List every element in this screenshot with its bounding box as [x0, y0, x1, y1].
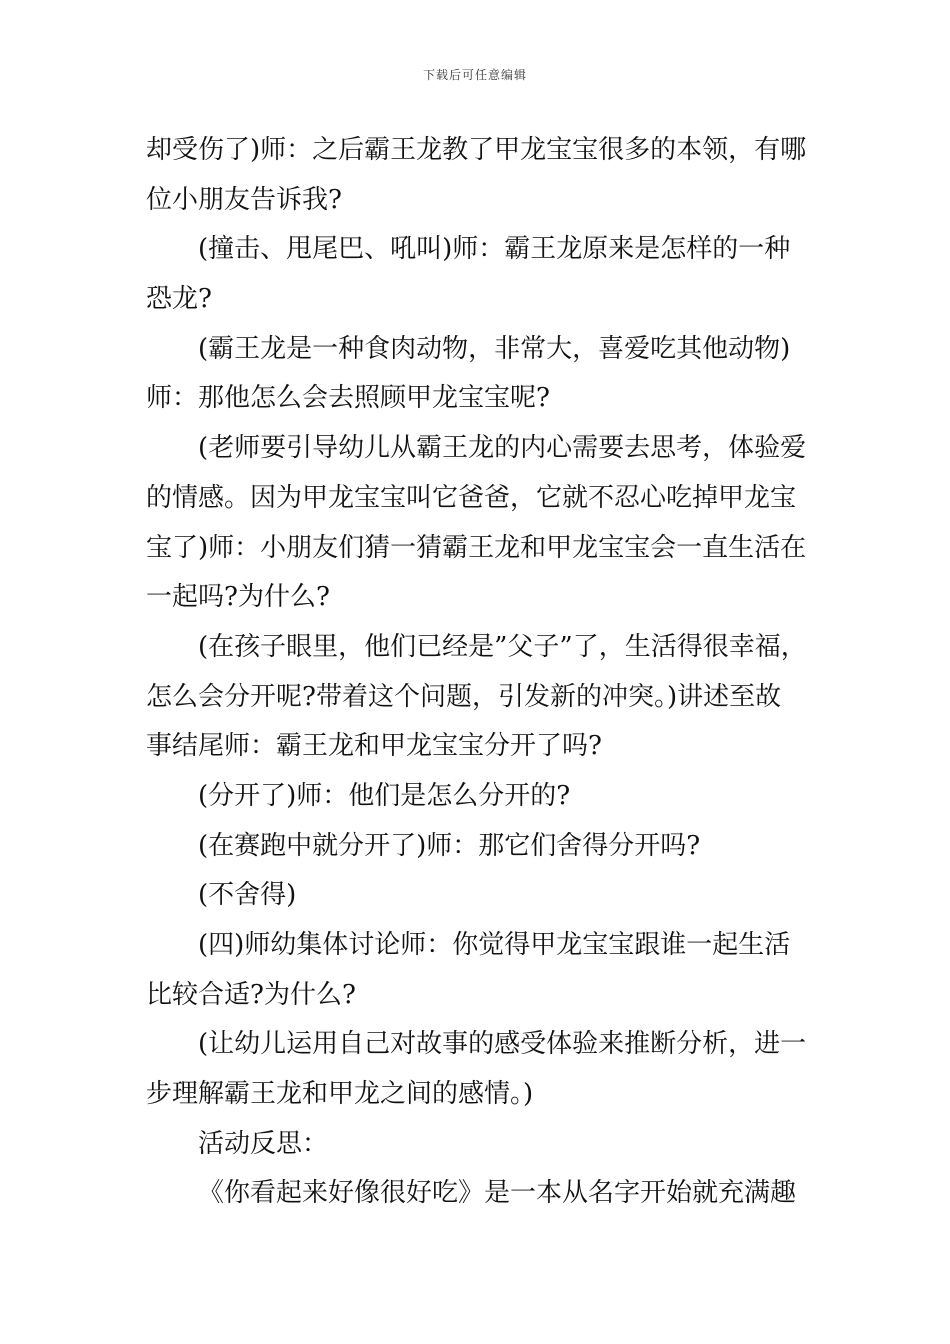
text-line: (老师要引导幼儿从霸王龙的内心需要去思考，体验爱 — [198, 433, 807, 464]
text-line: 一起吗?为什么? — [146, 582, 330, 613]
text-line: (不舍得) — [198, 880, 297, 911]
section-heading: 活动反思： — [198, 1128, 329, 1159]
text-line: (在赛跑中就分开了)师：那它们舍得分开吗? — [198, 830, 701, 861]
text-line: 恐龙? — [146, 284, 212, 315]
text-line: 却受伤了)师：之后霸王龙教了甲龙宝宝很多的本领，有哪 — [146, 135, 807, 165]
text-line: 的情感。因为甲龙宝宝叫它爸爸，它就不忍心吃掉甲龙宝 — [146, 482, 797, 513]
page-header: 下载后可任意编辑 — [422, 68, 527, 82]
text-line: 怎么会分开呢?带着这个问题，引发新的冲突。)讲述至故 — [146, 681, 782, 712]
text-line: (在孩子眼里，他们已经是”父子”了，生活得很幸福， — [198, 631, 807, 662]
text-line: (分开了)师：他们是怎么分开的? — [198, 780, 571, 811]
text-line: 《你看起来好像很好吃》是一本从名字开始就充满趣 — [198, 1178, 797, 1209]
text-line: 比较合适?为什么? — [146, 979, 356, 1010]
text-line: (让幼儿运用自己对故事的感受体验来推断分析，进一 — [198, 1029, 807, 1060]
text-line: (四)师幼集体讨论师：你觉得甲龙宝宝跟谁一起生活 — [198, 930, 791, 960]
text-line: 师：那他怎么会去照顾甲龙宝宝呢? — [146, 383, 550, 414]
document-body — [146, 126, 816, 1219]
text-line: 宝了)师：小朋友们猜一猜霸王龙和甲龙宝宝会一直生活在 — [146, 532, 807, 563]
text-line: 位小朋友告诉我? — [146, 184, 342, 215]
text-line: 步理解霸王龙和甲龙之间的感情。) — [146, 1079, 534, 1110]
text-line: (撞击、甩尾巴、吼叫)师：霸王龙原来是怎样的一种 — [198, 234, 791, 265]
text-line: 事结尾师：霸王龙和甲龙宝宝分开了吗? — [146, 731, 602, 762]
text-line: (霸王龙是一种食肉动物，非常大，喜爱吃其他动物) — [198, 333, 791, 364]
